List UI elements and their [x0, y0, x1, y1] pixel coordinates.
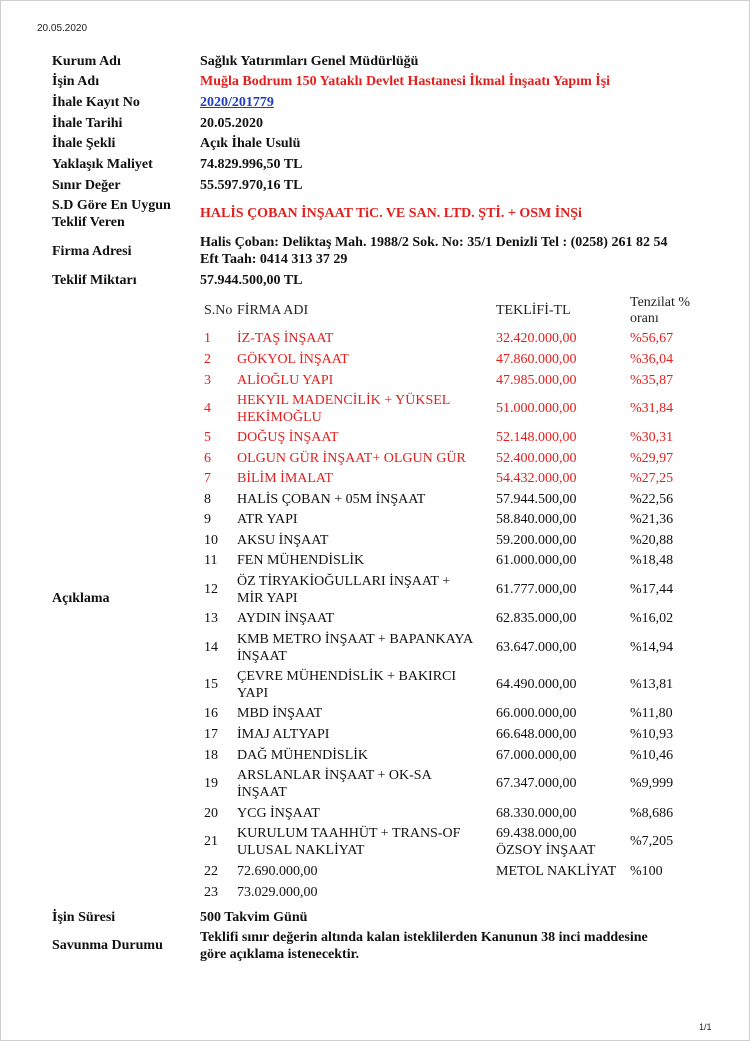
row-bid-amount: 57.944.500,00	[496, 492, 577, 507]
row-bid-amount: 59.200.000,00	[496, 533, 577, 548]
label-kurum-adi: Kurum Adı	[52, 54, 121, 69]
row-bid-amount-cont: ÖZSOY İNŞAAT	[496, 843, 596, 858]
value-ihale-tarihi: 20.05.2020	[200, 116, 263, 131]
row-discount-rate: %35,87	[630, 373, 674, 388]
row-firm-name: HALİS ÇOBAN + 05M İNŞAAT	[237, 492, 426, 507]
label-en-uygun-line1: S.D Göre En Uygun	[52, 198, 171, 213]
row-firm-name: FEN MÜHENDİSLİK	[237, 553, 365, 568]
row-firm-name: ARSLANLAR İNŞAAT + OK-SA	[237, 768, 432, 783]
row-number: 12	[204, 582, 218, 597]
label-firma-adresi: Firma Adresi	[52, 244, 132, 259]
row-bid-amount: 68.330.000,00	[496, 806, 577, 821]
row-number: 4	[204, 401, 211, 416]
row-number: 9	[204, 512, 211, 527]
value-teklif-miktari: 57.944.500,00 TL	[200, 273, 303, 288]
value-firma-adresi-line2: Eft Taah: 0414 313 37 29	[200, 252, 348, 267]
row-number: 7	[204, 471, 211, 486]
row-bid-amount: 58.840.000,00	[496, 512, 577, 527]
row-discount-rate: %27,25	[630, 471, 674, 486]
page-number: 1/1	[699, 1022, 712, 1032]
value-firma-adresi-line1: Halis Çoban: Deliktaş Mah. 1988/2 Sok. No: 35/1 Denizli Tel : (0258) 261 82 54	[200, 235, 668, 250]
row-number: 1	[204, 331, 211, 346]
row-bid-amount: 69.438.000,00	[496, 826, 577, 841]
header-tenzilat-line1: Tenzilat %	[630, 295, 691, 310]
label-sinir-deger: Sınır Değer	[52, 178, 121, 193]
value-isin-suresi: 500 Takvim Günü	[200, 910, 308, 925]
row-firm-name-cont: İNŞAAT	[237, 649, 287, 664]
ihale-kayit-no-link[interactable]: 2020/201779	[200, 95, 274, 110]
row-firm-name: DAĞ MÜHENDİSLİK	[237, 748, 369, 763]
row-firm-name: GÖKYOL İNŞAAT	[237, 352, 349, 367]
row-bid-amount: 66.000.000,00	[496, 706, 577, 721]
row-bid-amount: 67.000.000,00	[496, 748, 577, 763]
label-teklif-miktari: Teklif Miktarı	[52, 273, 137, 288]
value-savunma-line1: Teklifi sınır değerin altında kalan isteklilerden Kanunun 38 inci maddesine	[200, 930, 648, 945]
row-number: 17	[204, 727, 218, 742]
header-tenzilat-line2: oranı	[630, 311, 659, 326]
row-bid-amount: 47.985.000,00	[496, 373, 577, 388]
row-firm-name: 72.690.000,00	[237, 864, 318, 879]
row-bid-amount: 61.000.000,00	[496, 553, 577, 568]
row-firm-name: ATR YAPI	[237, 512, 298, 527]
row-discount-rate: %14,94	[630, 640, 674, 655]
row-discount-rate: %31,84	[630, 401, 674, 416]
row-bid-amount: 51.000.000,00	[496, 401, 577, 416]
label-ihale-tarihi: İhale Tarihi	[52, 116, 123, 131]
row-number: 19	[204, 776, 218, 791]
row-discount-rate: %16,02	[630, 611, 674, 626]
row-number: 16	[204, 706, 218, 721]
label-en-uygun-line2: Teklif Veren	[52, 215, 125, 230]
row-bid-amount: 63.647.000,00	[496, 640, 577, 655]
row-discount-rate: %10,93	[630, 727, 674, 742]
value-en-uygun: HALİS ÇOBAN İNŞAAT TiC. VE SAN. LTD. ŞTİ. + OSM İNŞi	[200, 206, 582, 221]
value-isin-adi: Muğla Bodrum 150 Yataklı Devlet Hastanesi İkmal İnşaatı Yapım İşi	[200, 74, 611, 89]
row-firm-name: AYDIN İNŞAAT	[237, 611, 335, 626]
value-savunma-line2: göre açıklama istenecektir.	[200, 947, 360, 962]
header-teklif: TEKLİFİ-TL	[496, 303, 571, 318]
row-discount-rate: %9,999	[630, 776, 674, 791]
row-firm-name: 73.029.000,00	[237, 885, 318, 900]
label-savunma-durumu: Savunma Durumu	[52, 938, 163, 953]
row-number: 20	[204, 806, 218, 821]
row-discount-rate: %8,686	[630, 806, 674, 821]
row-bid-amount: 47.860.000,00	[496, 352, 577, 367]
row-bid-amount: METOL NAKLİYAT	[496, 864, 617, 879]
row-firm-name: DOĞUŞ İNŞAAT	[237, 430, 339, 445]
value-sinir-deger: 55.597.970,16 TL	[200, 178, 303, 193]
value-yaklasik-maliyet: 74.829.996,50 TL	[200, 157, 303, 172]
row-bid-amount: 64.490.000,00	[496, 677, 577, 692]
row-discount-rate: %21,36	[630, 512, 674, 527]
row-discount-rate: %13,81	[630, 677, 674, 692]
row-number: 5	[204, 430, 211, 445]
row-discount-rate: %11,80	[630, 706, 673, 721]
label-yaklasik-maliyet: Yaklaşık Maliyet	[52, 157, 153, 172]
row-discount-rate: %36,04	[630, 352, 674, 367]
row-number: 10	[204, 533, 218, 548]
row-number: 11	[204, 553, 218, 568]
row-number: 22	[204, 864, 218, 879]
label-aciklama: Açıklama	[52, 591, 110, 606]
label-isin-adi: İşin Adı	[52, 74, 100, 89]
row-number: 14	[204, 640, 218, 655]
row-firm-name: HEKYIL MADENCİLİK + YÜKSEL	[237, 393, 451, 408]
row-discount-rate: %56,67	[630, 331, 674, 346]
row-discount-rate: %100	[630, 864, 663, 879]
row-firm-name: ÇEVRE MÜHENDİSLİK + BAKIRCI	[237, 669, 457, 684]
row-firm-name-cont: İNŞAAT	[237, 785, 287, 800]
row-firm-name: BİLİM İMALAT	[237, 471, 334, 486]
row-discount-rate: %18,48	[630, 553, 674, 568]
row-discount-rate: %22,56	[630, 492, 674, 507]
row-firm-name-cont: YAPI	[237, 686, 269, 701]
print-date: 20.05.2020	[37, 23, 88, 34]
row-firm-name: KMB METRO İNŞAAT + BAPANKAYA	[237, 632, 474, 647]
value-ihale-sekli: Açık İhale Usulü	[200, 136, 301, 151]
row-firm-name: ALİOĞLU YAPI	[237, 373, 334, 388]
row-firm-name: İZ-TAŞ İNŞAAT	[237, 331, 334, 346]
row-firm-name: ÖZ TİRYAKİOĞULLARI İNŞAAT +	[237, 574, 451, 589]
row-bid-amount: 66.648.000,00	[496, 727, 577, 742]
row-number: 21	[204, 834, 218, 849]
row-firm-name: İMAJ ALTYAPI	[237, 727, 330, 742]
row-number: 6	[204, 451, 211, 466]
row-bid-amount: 32.420.000,00	[496, 331, 577, 346]
row-number: 8	[204, 492, 211, 507]
row-bid-amount: 67.347.000,00	[496, 776, 577, 791]
row-number: 2	[204, 352, 211, 367]
row-firm-name: AKSU İNŞAAT	[237, 533, 329, 548]
header-firma-adi: FİRMA ADI	[237, 303, 309, 318]
header-sno: S.No	[204, 303, 233, 318]
row-discount-rate: %29,97	[630, 451, 674, 466]
row-firm-name: YCG İNŞAAT	[237, 806, 320, 821]
label-ihale-sekli: İhale Şekli	[52, 136, 116, 151]
row-firm-name-cont: MİR YAPI	[237, 591, 298, 606]
row-firm-name: MBD İNŞAAT	[237, 706, 323, 721]
row-firm-name: KURULUM TAAHHÜT + TRANS-OF	[237, 826, 461, 841]
row-bid-amount: 52.148.000,00	[496, 430, 577, 445]
row-number: 13	[204, 611, 218, 626]
row-firm-name: OLGUN GÜR İNŞAAT+ OLGUN GÜR	[237, 451, 466, 466]
label-isin-suresi: İşin Süresi	[52, 910, 116, 925]
row-bid-amount: 52.400.000,00	[496, 451, 577, 466]
row-number: 15	[204, 677, 218, 692]
row-firm-name-cont: ULUSAL NAKLİYAT	[237, 843, 365, 858]
row-discount-rate: %7,205	[630, 834, 674, 849]
row-bid-amount: 54.432.000,00	[496, 471, 577, 486]
row-number: 3	[204, 373, 211, 388]
row-bid-amount: 62.835.000,00	[496, 611, 577, 626]
row-discount-rate: %30,31	[630, 430, 674, 445]
row-discount-rate: %20,88	[630, 533, 674, 548]
row-firm-name-cont: HEKİMOĞLU	[237, 410, 322, 425]
value-kurum-adi: Sağlık Yatırımları Genel Müdürlüğü	[200, 54, 419, 69]
row-bid-amount: 61.777.000,00	[496, 582, 577, 597]
label-ihale-kayit-no: İhale Kayıt No	[52, 95, 140, 110]
row-number: 18	[204, 748, 218, 763]
row-number: 23	[204, 885, 218, 900]
row-discount-rate: %17,44	[630, 582, 674, 597]
row-discount-rate: %10,46	[630, 748, 674, 763]
